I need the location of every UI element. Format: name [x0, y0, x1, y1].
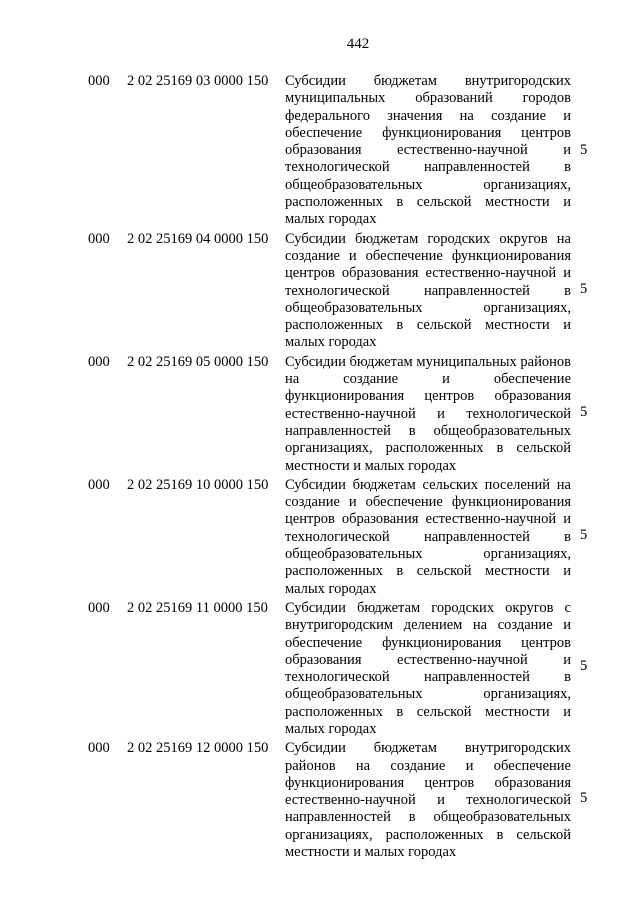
row-amount: 5	[580, 657, 588, 674]
budget-classification-code: 2 02 25169 05 0000 150	[127, 353, 269, 370]
budget-classification-code: 2 02 25169 12 0000 150	[127, 740, 269, 757]
row-amount: 5	[580, 142, 588, 158]
budget-classification-code: 2 02 25169 10 0000 150	[127, 476, 269, 493]
row-description: Субсидии бюджетам сельских поселений на создание и обеспечение функционирования центров образования естественно-научной и технологической направленностей в общеобразовательных организациях, расположенных в сельской местности и малых городах	[285, 476, 571, 597]
admin-code: 000	[88, 599, 110, 616]
table-row	[0, 73, 640, 229]
row-description: Субсидии бюджетам муниципальных районов на создание и обеспечение функционирования центров образования естественно-научной и технологической направленностей в общеобразовательных организациях, расположенных в сельской местности и малых городах	[285, 353, 571, 474]
table-row	[0, 354, 640, 475]
table-row	[0, 740, 640, 861]
row-amount: 5	[580, 280, 588, 297]
budget-code-table	[0, 73, 640, 863]
admin-code: 000	[88, 476, 110, 493]
budget-classification-code: 2 02 25169 03 0000 150	[127, 73, 269, 89]
row-description: Субсидии бюджетам городских округов с внутригородским делением на создание и обеспечение функционирования центров образования естественно-научной и технологической направленностей в общеобразовательных организациях, расположенных в сельской местности и малых городах	[285, 599, 571, 737]
budget-classification-code: 2 02 25169 04 0000 150	[127, 230, 269, 247]
row-amount: 5	[580, 790, 588, 807]
admin-code: 000	[88, 230, 110, 247]
table-row	[0, 600, 640, 738]
admin-code: 000	[88, 353, 110, 370]
admin-code: 000	[88, 73, 110, 89]
budget-classification-code: 2 02 25169 11 0000 150	[127, 599, 268, 616]
row-amount: 5	[580, 403, 588, 420]
row-description: Субсидии бюджетам внутригородских муниципальных образований городов федерального значения на создание и обеспечение функционирования центров образования естественно-научной и технологической направленностей в общеобразовательных организациях, расположенных в сельской местности и малых городах	[285, 73, 571, 228]
table-row	[0, 477, 640, 598]
row-description: Субсидии бюджетам городских округов на создание и обеспечение функционирования центров образования естественно-научной и технологической направленностей в общеобразовательных организациях, расположенных в сельской местности и малых городах	[285, 230, 571, 351]
admin-code: 000	[88, 740, 110, 757]
row-description: Субсидии бюджетам внутригородских районов на создание и обеспечение функционирования центров образования естественно-научной и технологической направленностей в общеобразовательных организациях, расположенных в сельской местности и малых городах	[285, 740, 571, 861]
page-number: 442	[346, 36, 370, 52]
row-amount: 5	[580, 526, 588, 543]
table-row	[0, 231, 640, 352]
